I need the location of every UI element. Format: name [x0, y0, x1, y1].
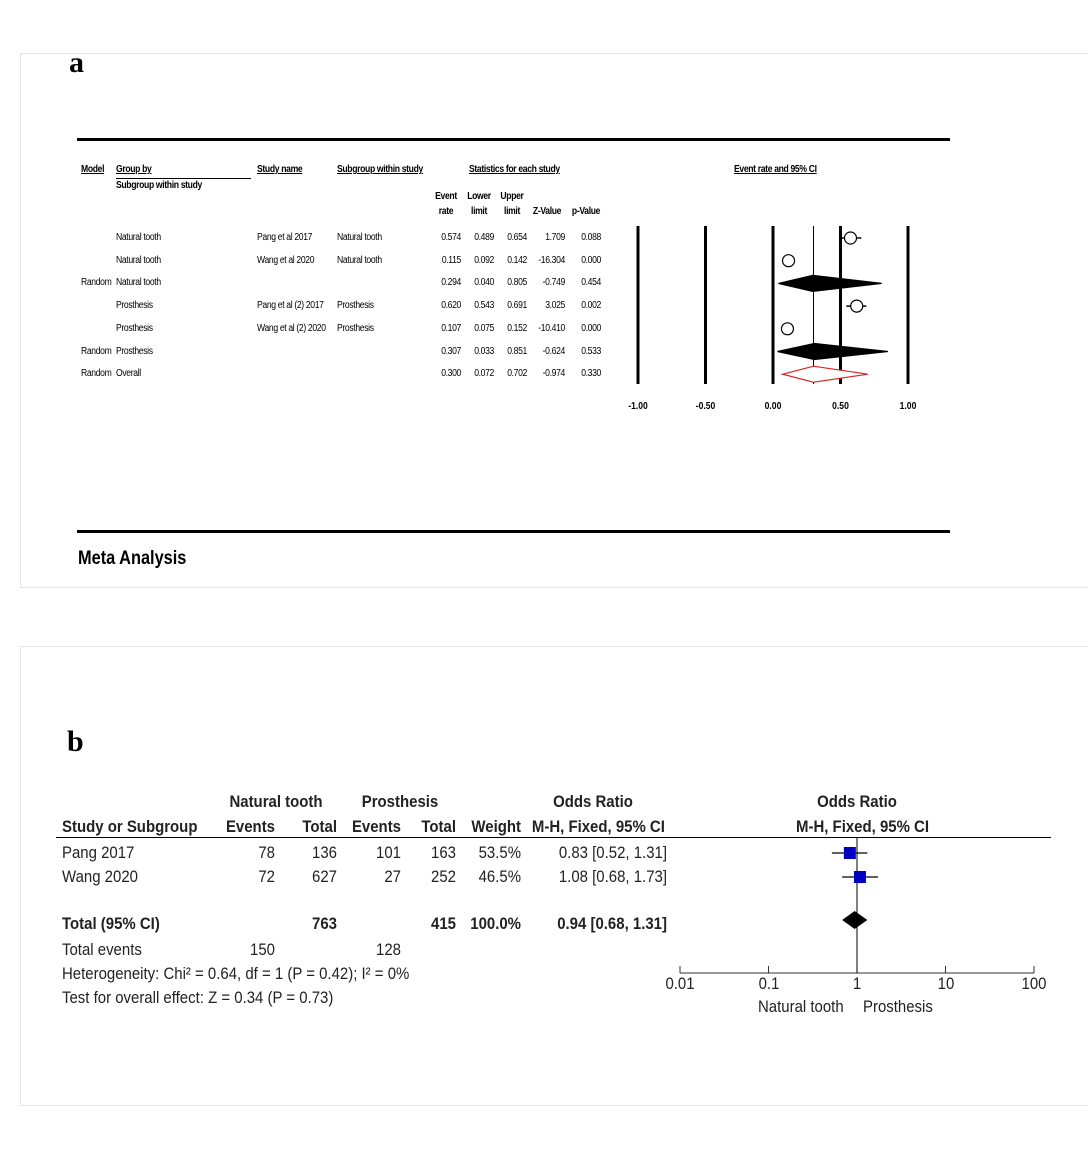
summary-diamond: [777, 344, 887, 360]
total-ci: 0.94 [0.68, 1.31]: [557, 914, 667, 933]
header-plot-method: M-H, Fixed, 95% CI: [796, 817, 930, 836]
event-rate-plot: [21, 54, 1088, 589]
header-group-by: Group by: [116, 164, 152, 175]
row-subgroup: Natural tooth: [337, 232, 382, 243]
study-marker: [844, 232, 856, 244]
row-model: Random: [81, 277, 112, 289]
header-study-name: Study name: [257, 164, 303, 175]
study-row-ci: 0.83 [0.52, 1.31]: [558, 843, 667, 862]
study-row-t2: 163: [431, 843, 456, 862]
study-row-e1: 72: [258, 867, 275, 886]
row-event-rate: 0.300: [441, 368, 461, 380]
header-plot-title: Odds Ratio: [817, 792, 897, 811]
study-marker: [783, 255, 795, 267]
tick-label: 1.00: [899, 400, 917, 412]
row-p: 0.002: [581, 300, 601, 312]
row-p: 0.000: [581, 322, 601, 334]
row-lower: 0.040: [474, 277, 494, 289]
row-z: 3.025: [545, 300, 565, 312]
study-square: [854, 871, 866, 883]
study-row-name: Pang 2017: [62, 843, 135, 862]
row-model: Random: [81, 368, 112, 380]
total-t2: 415: [431, 914, 456, 933]
row-upper: 0.805: [507, 277, 527, 289]
row-z: -0.624: [542, 345, 565, 357]
header-events-1: Events: [225, 817, 275, 836]
row-lower: 0.075: [474, 322, 494, 334]
header-total-1: Total: [302, 817, 337, 836]
header-odds-ratio: Odds Ratio: [553, 792, 633, 811]
header-event-2: rate: [438, 206, 454, 217]
row-group: Overall: [116, 368, 141, 380]
panel-a: [20, 46, 1088, 588]
heterogeneity-text: Heterogeneity: Chi² = 0.64, df = 1 (P = 0.42); I² = 0%: [62, 964, 410, 983]
summary-diamond: [783, 366, 868, 382]
row-lower: 0.489: [474, 232, 494, 243]
study-row-ci: 1.08 [0.68, 1.73]: [558, 867, 667, 886]
axis-tick-label: 0.01: [665, 974, 695, 993]
header-model: Model: [81, 164, 105, 175]
row-lower: 0.072: [474, 368, 494, 380]
favours-left: Natural tooth: [758, 997, 844, 1016]
row-p: 0.088: [581, 232, 601, 243]
header-natural-tooth: Natural tooth: [229, 792, 323, 811]
row-subgroup: Prosthesis: [337, 300, 374, 312]
tick-label: -1.00: [628, 400, 648, 412]
row-event-rate: 0.574: [441, 232, 461, 243]
row-study: Wang et al 2020: [257, 254, 315, 266]
header-upper-2: limit: [504, 206, 520, 217]
row-upper: 0.691: [507, 300, 527, 312]
row-z: -10.410: [538, 322, 565, 334]
header-or-method: M-H, Fixed, 95% CI: [531, 817, 665, 836]
study-row-e1: 78: [258, 843, 275, 862]
row-p: 0.533: [581, 345, 601, 357]
row-group: Prosthesis: [116, 300, 153, 312]
study-row-t1: 136: [312, 843, 337, 862]
axis-tick-label: 10: [937, 974, 954, 993]
row-event-rate: 0.107: [441, 322, 461, 334]
tick-label: 0.00: [764, 400, 782, 412]
study-row-t1: 627: [312, 867, 337, 886]
row-z: -16.304: [538, 254, 565, 266]
header-lower-1: Lower: [467, 191, 491, 202]
overall-effect-text: Test for overall effect: Z = 0.34 (P = 0.73): [62, 988, 334, 1007]
tick-label: -0.50: [695, 400, 716, 412]
row-p: 0.330: [581, 368, 601, 380]
row-subgroup: Prosthesis: [337, 322, 374, 334]
odds-ratio-plot: [21, 647, 1088, 1107]
row-event-rate: 0.115: [441, 254, 461, 266]
row-lower: 0.033: [474, 345, 494, 357]
row-group: Natural tooth: [116, 277, 161, 289]
total-weight: 100.0%: [470, 914, 521, 933]
study-marker: [851, 300, 863, 312]
study-row-weight: 46.5%: [478, 867, 521, 886]
header-lower-2: limit: [471, 206, 487, 217]
tick-label: 0.50: [832, 400, 849, 412]
row-lower: 0.543: [474, 300, 494, 312]
axis-tick-label: 1: [852, 974, 862, 993]
header-events-2: Events: [351, 817, 401, 836]
row-z: -0.749: [542, 277, 565, 289]
axis-tick-label: 100: [1021, 974, 1047, 993]
total-events-e1: 150: [250, 940, 275, 959]
meta-analysis-label: Meta Analysis: [78, 548, 187, 569]
row-subgroup: Natural tooth: [337, 254, 382, 266]
row-upper: 0.654: [507, 232, 527, 243]
header-p: p-Value: [571, 206, 601, 217]
row-upper: 0.702: [507, 368, 527, 380]
row-model: Random: [81, 345, 112, 357]
header-event-1: Event: [435, 191, 457, 202]
row-upper: 0.142: [507, 254, 527, 266]
panel-b-letter: b: [67, 725, 84, 758]
total-diamond: [842, 911, 867, 929]
favours-right: Prosthesis: [863, 997, 933, 1016]
header-study: Study or Subgroup: [62, 817, 198, 836]
study-row-name: Wang 2020: [62, 867, 138, 886]
header-stats: Statistics for each study: [469, 164, 560, 175]
row-upper: 0.851: [507, 345, 527, 357]
header-z: Z-Value: [532, 206, 562, 217]
row-group: Prosthesis: [116, 345, 153, 357]
row-event-rate: 0.307: [441, 345, 461, 357]
header-prosthesis: Prosthesis: [361, 792, 439, 811]
row-study: Wang et al (2) 2020: [257, 322, 326, 334]
total-label: Total (95% CI): [62, 914, 160, 933]
study-square: [844, 847, 856, 859]
panel-b: [20, 646, 1088, 1106]
row-lower: 0.092: [474, 254, 494, 266]
header-plot: Event rate and 95% CI: [734, 164, 817, 175]
total-t1: 763: [312, 914, 337, 933]
header-group-by-sub: Subgroup within study: [116, 180, 202, 191]
study-marker: [781, 323, 793, 335]
summary-diamond: [778, 275, 881, 291]
axis-tick-label: 0.1: [758, 974, 779, 993]
total-events-e2: 128: [376, 940, 401, 959]
row-z: -0.974: [542, 368, 565, 380]
row-group: Natural tooth: [116, 254, 161, 266]
study-row-t2: 252: [431, 867, 456, 886]
row-group: Prosthesis: [116, 322, 153, 334]
header-total-2: Total: [421, 817, 456, 836]
header-upper-1: Upper: [500, 191, 524, 202]
row-study: Pang et al (2) 2017: [257, 300, 324, 312]
study-row-weight: 53.5%: [478, 843, 521, 862]
row-p: 0.454: [581, 277, 601, 289]
row-upper: 0.152: [507, 322, 527, 334]
row-group: Natural tooth: [116, 232, 161, 243]
row-event-rate: 0.620: [441, 300, 461, 312]
total-events-label: Total events: [62, 940, 142, 959]
header-weight: Weight: [471, 817, 521, 836]
bottom-rule: [77, 530, 950, 533]
row-z: 1.709: [545, 232, 565, 243]
study-row-e2: 101: [376, 843, 401, 862]
row-event-rate: 0.294: [441, 277, 461, 289]
row-study: Pang et al 2017: [257, 232, 313, 243]
row-p: 0.000: [581, 254, 601, 266]
panel-a-letter: a: [69, 46, 84, 79]
header-subgroup: Subgroup within study: [337, 164, 423, 175]
study-row-e2: 27: [384, 867, 401, 886]
